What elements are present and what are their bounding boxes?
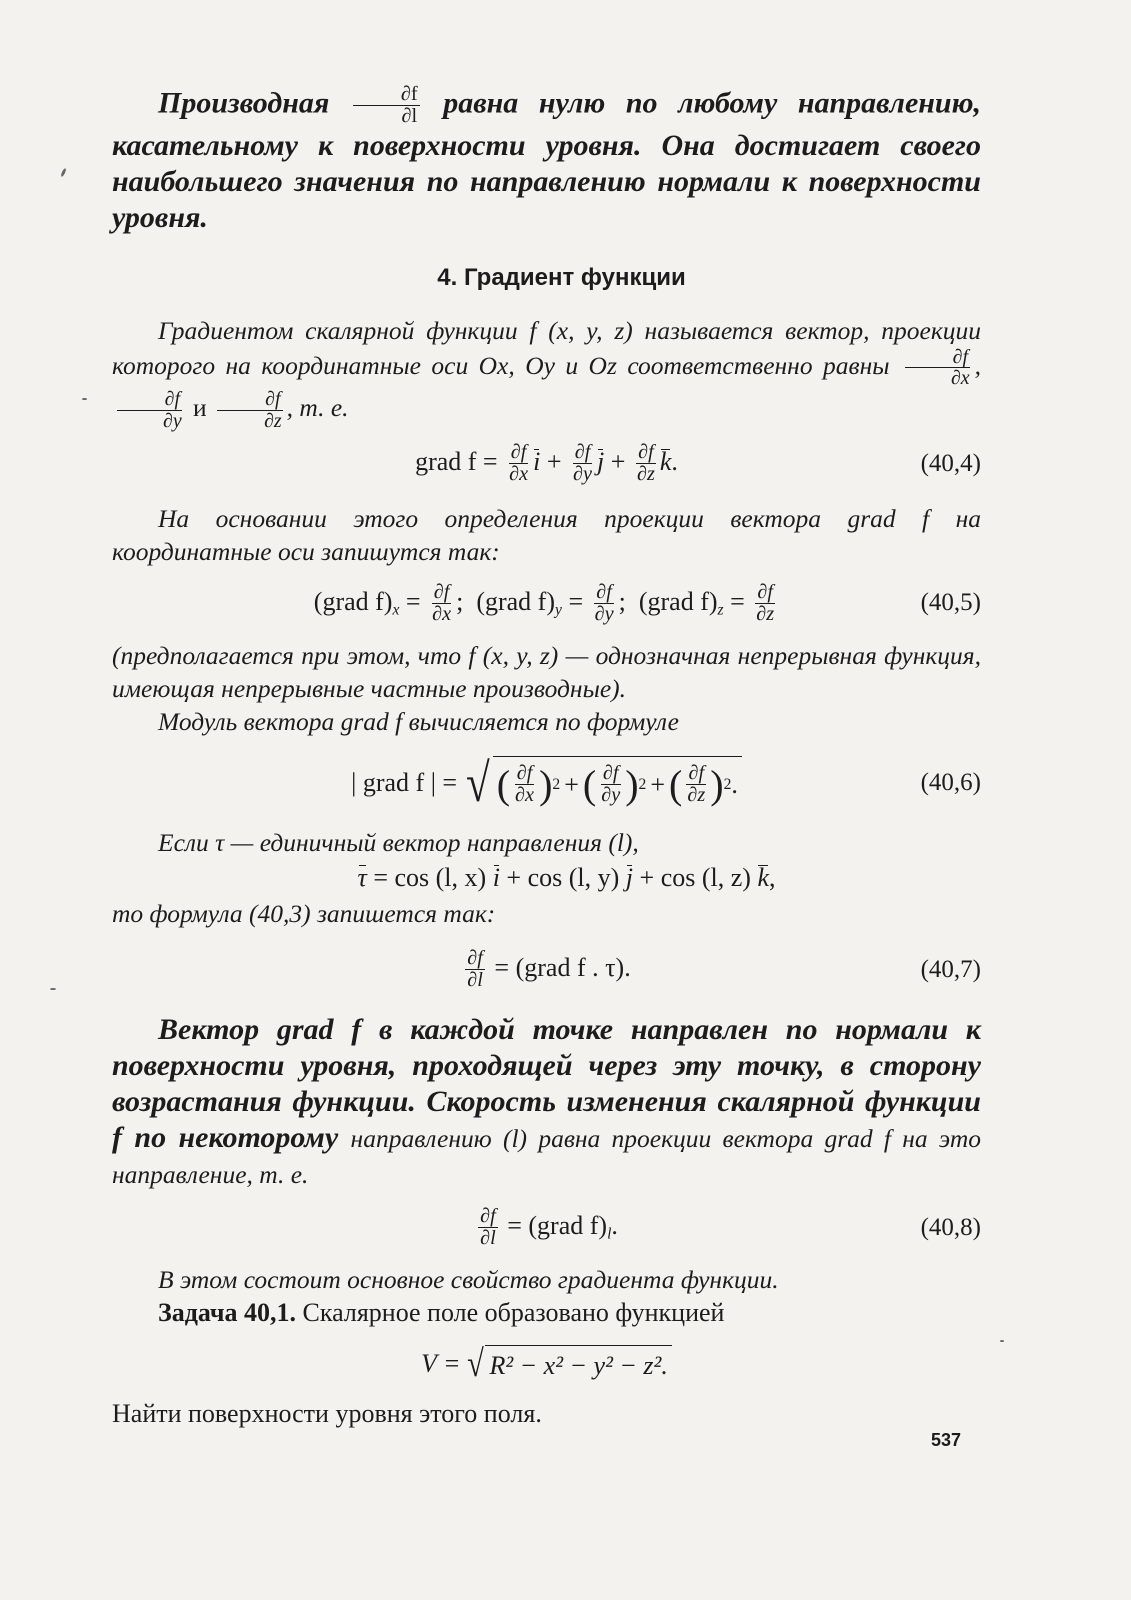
grad-y: (grad f)	[476, 586, 556, 616]
radicand-text: R² − x² − y² − z².	[489, 1350, 668, 1380]
intro-part2: равна нулю по любому направлению, касательному к поверхности уровня. Она достигает своего наибольшего значения по направлению нормали к поверхности уровня.	[112, 86, 982, 234]
problem-question: Найти поверхности уровня этого поля.	[112, 1399, 542, 1429]
df-dx-fraction	[430, 582, 453, 626]
equation-40-8	[112, 1206, 981, 1250]
grad-x: (grad f)	[313, 586, 393, 616]
fraction-numerator: ∂f	[688, 761, 705, 784]
equation-v	[112, 1343, 981, 1386]
problem-title: Задача 40,1.	[158, 1298, 296, 1328]
df-dl-fraction	[465, 948, 485, 992]
subscript-z: z	[717, 601, 724, 619]
equation-body	[351, 753, 742, 814]
fraction-numerator: ∂f	[757, 580, 774, 603]
df-dy-fraction	[571, 442, 594, 486]
equation-number: (40,8)	[920, 1213, 981, 1241]
fraction-numerator: ∂f	[480, 1204, 496, 1227]
fraction-numerator: ∂f	[638, 441, 654, 464]
tau-term-z: + cos (l, z)	[639, 863, 751, 893]
fraction-numerator: ∂f	[353, 84, 420, 106]
equation-end: .	[611, 1210, 618, 1240]
fraction-denominator: ∂z	[756, 602, 775, 625]
module-paragraph: Модуль вектора grad f вычисляется по формуле	[158, 707, 679, 737]
equals-sign: =	[730, 586, 745, 616]
print-speck	[1000, 1340, 1004, 1342]
fraction-numerator: ∂f	[905, 347, 970, 369]
paren-close: )	[625, 761, 639, 807]
theorem-bold-text: Вектор grad f в каждой точке направлен по нормали к поверхности уровня, проходящей через эту точку, в сторону возрастания функции. Скорость изменения скалярной функции f по некоторому	[112, 1012, 981, 1154]
equation-rhs: = (grad f)	[507, 1210, 608, 1240]
if-paragraph: Если τ — единичный вектор направления (l),	[158, 828, 639, 858]
equation-number: (40,6)	[920, 769, 981, 797]
print-speck	[82, 398, 87, 400]
fraction-numerator: ∂f	[467, 947, 483, 970]
equation-body	[475, 1206, 618, 1250]
equals-sign: =	[568, 586, 584, 616]
print-speck	[60, 168, 67, 177]
tau-vector: τ	[357, 863, 367, 893]
fraction-denominator: ∂z	[687, 784, 706, 807]
subscript-y: y	[555, 601, 562, 619]
equation-number: (40,5)	[920, 589, 981, 617]
property-paragraph: В этом состоит основное свойство градиента функции.	[158, 1265, 779, 1295]
fraction-denominator: ∂y	[163, 410, 182, 433]
square-root	[465, 1343, 672, 1386]
equation-body	[421, 1343, 672, 1386]
separator: ;	[618, 586, 626, 616]
unit-vector-i: i	[492, 863, 500, 893]
paren-close: )	[539, 761, 553, 807]
fraction-numerator: ∂f	[596, 580, 612, 603]
equation-end: .	[731, 769, 738, 799]
df-dz-fraction	[216, 389, 284, 432]
square-exponent: 2	[723, 775, 732, 793]
unit-vector-k: k	[757, 863, 769, 893]
df-dl-fraction	[478, 1206, 498, 1250]
grad-z: (grad f)	[638, 586, 718, 616]
df-dy-fraction	[593, 582, 616, 626]
te-text: , т. е.	[286, 393, 349, 423]
paren-open: (	[582, 761, 597, 807]
fraction-numerator: ∂f	[117, 389, 182, 411]
subscript-l: l	[607, 1225, 612, 1243]
square-exponent: 2	[638, 775, 647, 793]
equation-number: (40,4)	[920, 449, 981, 477]
equation-end: .	[671, 446, 678, 476]
intro-part1: Производная	[158, 86, 330, 120]
page-number: 537	[930, 1430, 961, 1450]
tau-term-y: + cos (l, y)	[506, 863, 620, 893]
paren-close: )	[710, 761, 724, 807]
equation-body	[415, 442, 678, 486]
df-dz-fraction	[754, 582, 776, 626]
fraction-denominator: ∂y	[601, 784, 621, 807]
plus-sign: +	[546, 446, 562, 476]
then-paragraph: то формула (40,3) запишется так:	[112, 899, 496, 929]
df-dy-fraction	[115, 389, 184, 432]
unit-vector-i: i	[533, 446, 541, 476]
df-dx-fraction	[903, 347, 972, 390]
fraction-numerator: ∂f	[217, 389, 282, 411]
fraction-numerator: ∂f	[574, 441, 591, 464]
separator: ;	[456, 586, 464, 616]
fraction-denominator: ∂x	[432, 602, 452, 625]
df-dz-fraction	[685, 763, 707, 807]
radical-sign: √	[466, 1343, 484, 1386]
definition-paragraph: Градиентом скалярной функции f (x, y, z) называется вектор, проекции которого на координатные оси Ox, Oy и Oz соответственно равны $\frac{\partial f}{\partial x}$ , $\frac{\partial f}{\partial y}$ и $\frac{\partial f}{\partial z}$ , т. е.	[112, 315, 981, 433]
unit-vector-j: j	[625, 863, 634, 893]
fraction-denominator: ∂z	[636, 463, 655, 486]
fraction-denominator: ∂l	[401, 105, 418, 128]
df-dz-fraction	[635, 442, 657, 486]
equation-lhs: grad f =	[415, 446, 498, 476]
equation-body	[314, 582, 779, 626]
plus-sign: +	[650, 769, 665, 799]
equation-40-6	[112, 753, 981, 814]
radical-sign: √	[466, 753, 490, 814]
section-heading: 4. Градиент функции	[437, 263, 686, 291]
fraction-denominator: ∂l	[467, 969, 483, 992]
print-speck	[50, 988, 56, 990]
plus-sign: +	[564, 769, 579, 799]
assumption-paragraph: (предполагается при этом, что f (x, y, z) — однозначная непрерывная функция, имеющая непрерывные частные производные).	[112, 641, 981, 704]
theorem-paragraph	[112, 1012, 981, 1192]
fraction-numerator: ∂f	[602, 761, 619, 784]
equation-40-7	[112, 948, 981, 992]
equation-tau	[152, 863, 981, 893]
radicand	[493, 756, 742, 810]
fraction-denominator: ∂l	[480, 1227, 496, 1250]
equation-lhs: | grad f | =	[351, 768, 458, 798]
fraction-denominator: ∂z	[264, 410, 282, 433]
equation-rhs: = (grad f . τ).	[494, 952, 631, 982]
radicand	[485, 1345, 671, 1383]
problem-text: Скалярное поле образовано функцией	[302, 1298, 725, 1328]
equation-body	[462, 948, 630, 992]
df-dx-fraction	[513, 763, 536, 807]
fraction-denominator: ∂y	[573, 463, 593, 486]
square-root	[463, 753, 742, 814]
fraction-numerator: ∂f	[433, 580, 450, 603]
equals-sign: =	[405, 586, 421, 616]
definition-text: Градиентом скалярной функции f (x, y, z) называется вектор, проекции которого на координатные оси Ox, Oy и Oz соответственно равны	[112, 315, 981, 380]
df-dx-fraction	[507, 442, 530, 486]
plus-sign: +	[610, 446, 626, 476]
unit-vector-j: j	[597, 446, 605, 476]
fraction-numerator: ∂f	[516, 761, 533, 784]
equation-40-4	[112, 442, 981, 486]
equation-number: (40,7)	[920, 955, 981, 983]
equation-lhs: V =	[421, 1349, 461, 1379]
problem-paragraph	[112, 1296, 981, 1329]
projections-paragraph: На основании этого определения проекции вектора grad f на координатные оси запишутся так:	[112, 503, 981, 566]
and-word: и	[193, 393, 207, 423]
fraction-denominator: ∂x	[515, 784, 535, 807]
subscript-x: x	[392, 601, 400, 619]
tau-term-x: = cos (l, x)	[373, 863, 487, 893]
fraction-denominator: ∂x	[509, 463, 529, 486]
square-exponent: 2	[552, 775, 561, 793]
theorem-italic-text: направлению (l) равна проекции вектора grad f на это направление, т. е.	[112, 1123, 981, 1189]
df-dl-fraction	[353, 84, 420, 128]
paren-open: (	[669, 761, 683, 807]
fraction-denominator: ∂x	[950, 367, 970, 390]
paren-open: (	[496, 761, 511, 807]
unit-vector-k: k	[659, 446, 672, 476]
df-dy-fraction	[599, 763, 622, 807]
equation-end: ,	[768, 863, 776, 893]
intro-paragraph	[112, 84, 981, 236]
fraction-denominator: ∂y	[594, 602, 614, 625]
equation-40-5	[112, 582, 981, 626]
equation-body	[358, 863, 776, 893]
fraction-numerator: ∂f	[510, 441, 527, 464]
